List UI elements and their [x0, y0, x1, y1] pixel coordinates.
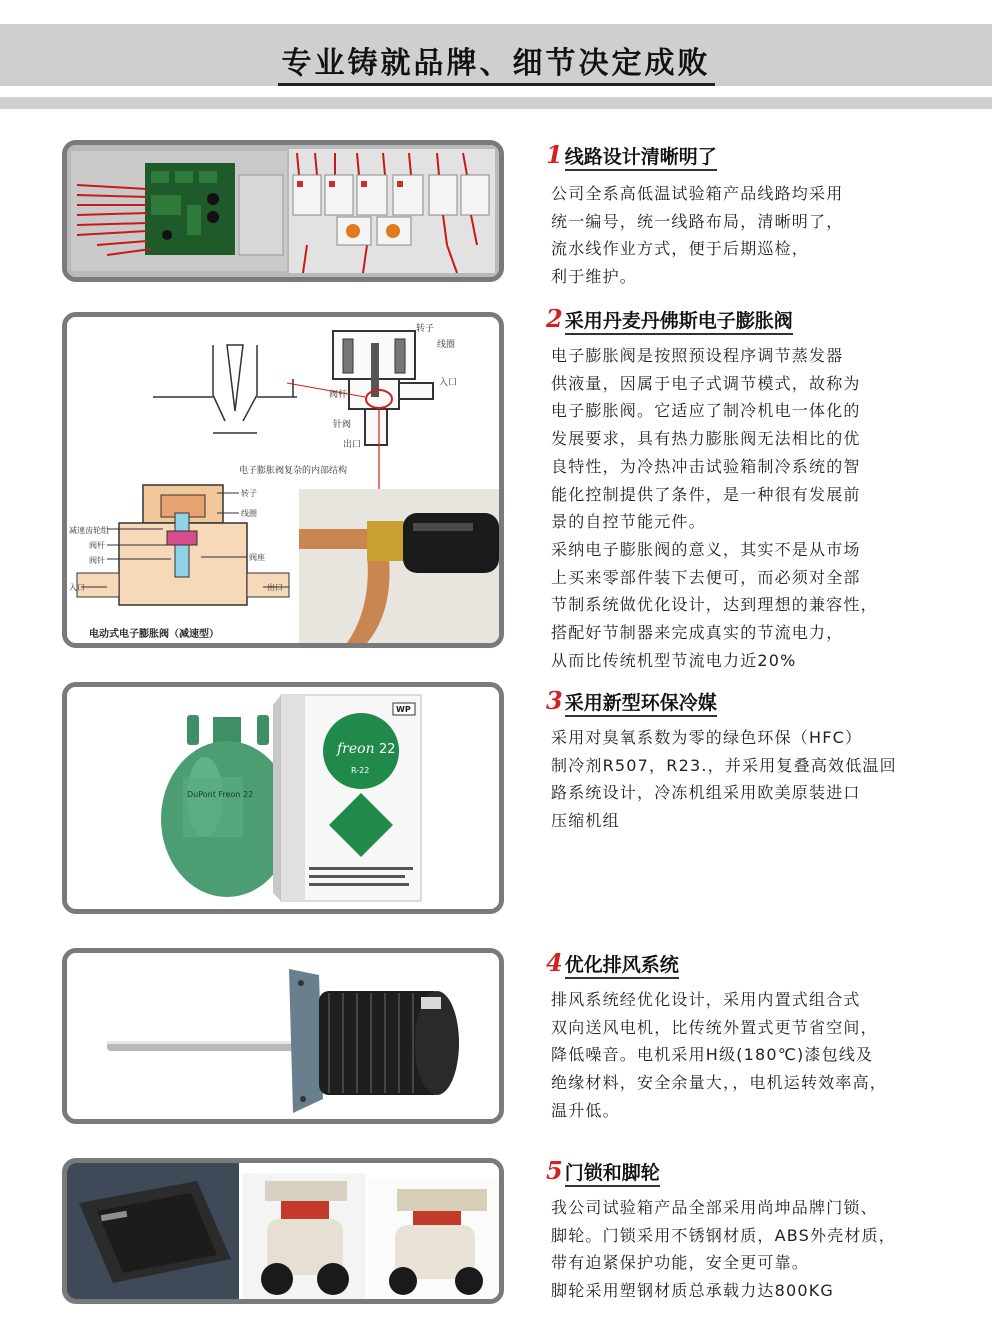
label-rotor-2: 转子: [241, 489, 257, 498]
header-divider: [0, 97, 992, 109]
wiring-photo: [62, 140, 504, 282]
section-3-title: 3 采用新型环保冷媒: [546, 686, 717, 715]
freon-brand: freon: [337, 741, 375, 757]
fan-motor-photo: [62, 948, 504, 1124]
section-4-title: 4 优化排风系统: [546, 948, 679, 977]
section-2-title: 2 采用丹麦丹佛斯电子膨胀阀: [546, 304, 793, 333]
label-stem-2: 阀杆: [89, 541, 105, 550]
door-lock-caster-photo: [62, 1158, 504, 1304]
cylinder-label: DuPont Freon 22: [187, 790, 254, 799]
freon-sub: R-22: [351, 766, 370, 775]
section-5-title: 5 门锁和脚轮: [546, 1156, 660, 1185]
valve-photo: [299, 489, 499, 643]
label-gear: 减速齿轮组: [69, 526, 109, 535]
label-outlet-2: 出口: [267, 583, 283, 592]
section-1-title: 1 线路设计清晰明了: [546, 140, 717, 169]
section-5-body: 我公司试验箱产品全部采用尚坤品牌门锁、 脚轮。门锁采用不锈钢材质，ABS外壳材质， 带有迫紧保护功能，安全更可靠。 脚轮采用塑钢材质总承载力达800KG: [551, 1198, 896, 1301]
freon-model: 22: [379, 742, 396, 757]
label-stem: 阀杆: [329, 390, 348, 400]
expansion-valve-figure: [62, 312, 504, 648]
section-2-body: 电子膨胀阀是按照预设程序调节蒸发器 供液量，因属于电子式调节模式，故称为 电子膨胀阀。它适应了制冷机电一体化的 发展要求，具有热力膨胀阀无法相比的优 良特性，为冷热冲击试验箱制冷系统的智 能化控制提供了条件，是一种很有发展前 景的自控节能元件。 采纳电子膨胀阀的意义，其实不是从市场 上买来零部件装下去便可，而必须对全部 节制系统做优化设计，达到理想的兼容性， 搭配好节制器来完成真实的节流电力， 从而比传统机型节流电力近20%: [551, 346, 878, 670]
label-coil-2: 线圈: [241, 509, 257, 518]
label-coil: 线圈: [437, 340, 456, 350]
label-rotor: 转子: [416, 324, 435, 334]
box-badge: WP: [396, 705, 411, 714]
section-3-body: 采用对臭氧系数为零的绿色环保（HFC） 制冷剂R507，R23.，并采用复叠高效低温回 路系统设计，冷冻机组采用欧美原装进口 压缩机组: [551, 728, 897, 831]
label-inlet-2: 入口: [69, 583, 85, 592]
section-1-body: 公司全系高低温试验箱产品线路均采用 统一编号，统一线路布局，清晰明了， 流水线作业方式，便于后期巡检， 利于维护。: [551, 184, 844, 287]
caption-top: 电子膨胀阀复杂的内部结构: [239, 466, 348, 476]
refrigerant-box: [273, 695, 421, 901]
refrigerant-photo: [62, 682, 504, 914]
caster-1: [243, 1173, 365, 1299]
section-4-body: 排风系统经优化设计，采用内置式组合式 双向送风电机，比传统外置式更节省空间， 降低噪音。电机采用H级(180℃)漆包线及 绝缘材料，安全余量大，，电机运转效率高， 温升低。: [551, 990, 888, 1120]
page-title: 专业铸就品牌、细节决定成败: [0, 38, 992, 82]
label-outlet: 出口: [343, 440, 362, 450]
caster-2: [369, 1179, 499, 1299]
label-needle: 针阀: [333, 420, 352, 430]
caption-bottom: 电动式电子膨胀阀（减速型）: [89, 629, 219, 640]
label-needle-2: 阀针: [89, 556, 105, 565]
label-seat: 阀座: [249, 553, 265, 562]
label-inlet: 入口: [439, 378, 458, 388]
